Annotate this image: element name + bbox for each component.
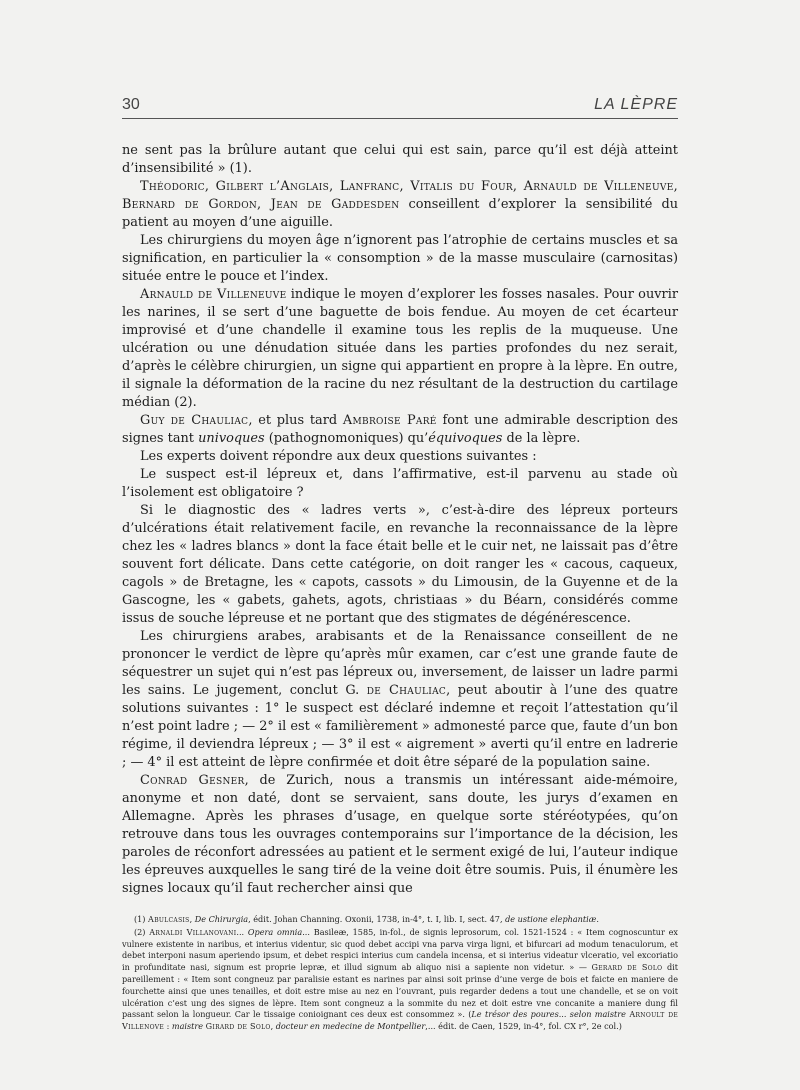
paragraph-5 bbox=[122, 412, 678, 448]
work-title: Opera omnia... bbox=[247, 926, 310, 937]
text-run: , de Zurich, nous a transmis un intéressant aide-mémoire, anonyme et non daté, dont se servaient, sans doute, les jurys d’examen en Allemagne. Après les phrases d’usage, en quelque sorte stéréotypées, qu’on retrouve dans tous les ouvrages contemporains sur l’importance de la décision, les paroles de réconfort adressées au patient et le serment exigé de lui, l’auteur indique les épreuves auxquelles le sang tiré de la veine doit être soumis. Puis, il énumère les signes locaux qu’il faut rechercher ainsi que bbox=[122, 773, 678, 896]
author-name: Arnoult de Villenove bbox=[122, 1009, 678, 1032]
author-name: Arnauld de Villeneuve bbox=[140, 287, 287, 302]
author-name: Girard de Solo bbox=[205, 1021, 271, 1032]
text-run: ... bbox=[236, 926, 248, 937]
author-name: Conrad Gesner bbox=[140, 773, 245, 788]
paragraph-4 bbox=[122, 286, 678, 412]
text-run: ,... édit. de Caen, 1529, in-4°, fol. CX r°, 2e col.) bbox=[425, 1021, 622, 1032]
paragraph-10 bbox=[122, 772, 678, 898]
text-run: , édit. Johan Channing. Oxonii, 1738, in-4°, t. I, lib. I, sect. 47, bbox=[248, 914, 506, 924]
footnote-2 bbox=[122, 927, 678, 1033]
text-run: de la lèpre. bbox=[502, 431, 581, 446]
paragraph-4-text: indique le moyen d’explorer les fosses nasales. Pour ouvrir les narines, il se sert d’une baguette de bois fendue. Au moyen de cet écarteur improvisé et d’une chandelle il examine tous les replis de la muqueuse. Une ulcération ou une dénudation située dans les parties profondes du nez serait, d’après le célèbre chirurgien, un signe qui appartient en propre à la lèpre. En outre, il signale la déformation de la racine du nez résultant de la destruction du cartilage médian (2). bbox=[122, 287, 678, 410]
text-run: Basileæ, 1585, in-fol., de signis leprosorum, col. 1521-1524 : « Item cognoscuntur ex vulnere existente in naribus, et interius videntur, sic quod debet accipi vna parva virga ligni, et bifurcari ad modum tenaculorum, et debet interponi nasum aperiendo ipsum, et debet respici interius cum candela incensa, et si interius videatur vlceratio, vel excoriatio in profunditate nasi, signum est proprie lepræ, et illud signum ab aliquo nisi a sapiente non videtur. » — bbox=[122, 926, 678, 973]
work-title: de ustione elephantiæ. bbox=[505, 914, 599, 924]
author-name: Guy de Chauliac bbox=[140, 413, 249, 428]
text-run: , bbox=[189, 914, 195, 924]
author-name: Arnaldi Villanovani bbox=[149, 926, 237, 937]
author-name: Gerard de Solo bbox=[591, 962, 663, 973]
text-run: , bbox=[270, 1021, 276, 1032]
text-run: (1) bbox=[134, 914, 149, 924]
paragraph-1: ne sent pas la brûlure autant que celui qui est sain, parce qu’il est déjà atteint d’insensibilité » (1). bbox=[122, 143, 678, 176]
page-number: 30 bbox=[122, 96, 140, 113]
paragraph-2-text: conseillent d’explorer la sensibilité du patient au moyen d’une aiguille. bbox=[122, 197, 678, 230]
text-run: Les chirurgiens arabes, arabisants et de la Renaissance conseillent de ne prononcer le verdict de lèpre qu’après mûr examen, car c’est une grande faute de séquestrer un sujet qui n’est pas lépreux ou, inversement, de laisser un ladre parmi les sains. Le jugement, conclut G. bbox=[122, 629, 678, 698]
text-run: (pathognomoniques) qu’ bbox=[264, 431, 429, 446]
text-run: : bbox=[164, 1021, 172, 1032]
main-text bbox=[122, 142, 678, 898]
paragraph-9 bbox=[122, 628, 678, 772]
work-title: maistre bbox=[171, 1021, 204, 1032]
work-title: Le trésor des poures... selon maistre bbox=[471, 1009, 626, 1020]
text-run: , peut aboutir à l’une des quatre solutions suivantes : 1° le suspect est déclaré indemne et reçoit l’attestation qu’il n’est point ladre ; — 2° il est « familièrement » admonesté parce que, faute d’un bon régime, il deviendra lépreux ; — 3° il est « aigrement » averti qu’il entre en ladrerie ; — 4° il est atteint de lèpre confirmée et doit être séparé de la population saine. bbox=[122, 683, 679, 770]
paragraph-6: Les experts doivent répondre aux deux questions suivantes : bbox=[140, 449, 537, 464]
work-title: De Chirurgia bbox=[194, 914, 249, 924]
paragraph-8: Si le diagnostic des « ladres verts », c’est-à-dire des lépreux porteurs d’ulcérations était relativement facile, en revanche la reconnaissance de la lèpre chez les « ladres blancs » dont la face était belle et le cuir net, ne laissait pas d’être souvent fort délicate. Dans cette catégorie, on doit ranger les « cacous, caqueux, cagols » de Bretagne, les « capots, cassots » du Limousin, de la Guyenne et de la Gascogne, les « gabets, gahets, agots, christiaas » du Béarn, considérés comme issus de souche lépreuse et ne portant que des stigmates de dégénérescence. bbox=[122, 503, 678, 626]
author-name: de Chauliac bbox=[366, 683, 447, 698]
author-name: Ambroise Paré bbox=[342, 413, 437, 428]
paragraph-7: Le suspect est-il lépreux et, dans l’affirmative, est-il parvenu au stade où l’isolement est obligatoire ? bbox=[122, 467, 678, 500]
footnote-1 bbox=[122, 914, 678, 926]
paragraph-2 bbox=[122, 178, 678, 232]
work-title: docteur en medecine de Montpellier bbox=[275, 1021, 426, 1032]
text-run: dit pareillement : « Item sont congneuz par paralisie estant es narines par ainsi soit prinse d’une verge de bois et faicte en maniere de fourchette ainsi que unes tenailles, et doit estre mise au nez en l’ouvrant, puis regarder dedens a tout une chandelle, et se on voit ulcération c’est ung des signes de lèpre. Item sont congneuz a la sommite du nez et doit estre vne concanite a maniere dung fil passant selon la longueur. Car le tissaige conioignant ces deux est consommez ». ( bbox=[122, 962, 678, 1020]
running-title: LA LÈPRE bbox=[594, 96, 678, 113]
emphasis: univoques bbox=[198, 431, 265, 446]
text-run: , et plus tard bbox=[248, 413, 343, 428]
footnotes bbox=[122, 914, 678, 1034]
page-header bbox=[122, 96, 678, 119]
text-run: (2) bbox=[134, 926, 150, 937]
paragraph-3: Les chirurgiens du moyen âge n’ignorent pas l’atrophie de certains muscles et sa signification, en particulier la « consomption » de la masse musculaire (carnositas) située entre le pouce et l’index. bbox=[122, 233, 678, 284]
text-run: font une admirable description des signes tant bbox=[122, 413, 679, 446]
author-name: Abulcasis bbox=[148, 914, 190, 924]
emphasis: équivoques bbox=[428, 431, 503, 446]
author-names: Théodoric, Gilbert l’Anglais, Lanfranc, Vitalis du Four, Arnauld de Villeneuve, Bernard de Gordon, Jean de Gaddesden bbox=[122, 179, 678, 212]
